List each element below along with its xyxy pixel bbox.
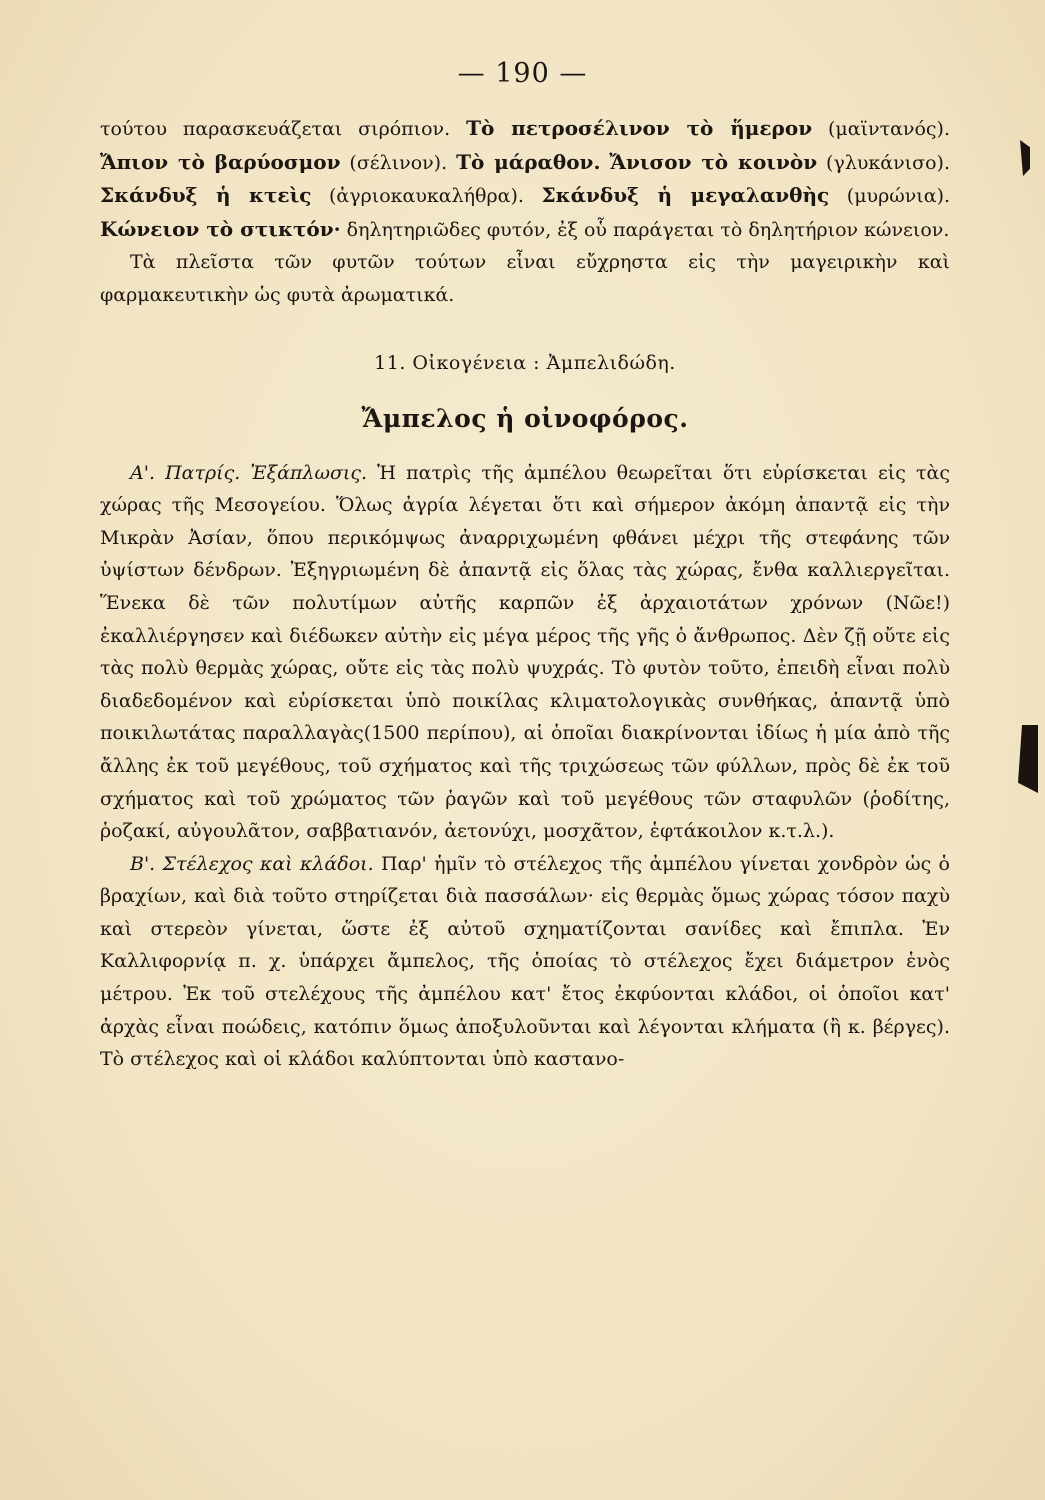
plant-name-celery: Ἄπιον τὸ βαρύοσμον xyxy=(100,149,341,174)
intro-text-2: (μαϊντανός). xyxy=(812,118,951,140)
section-a-text: Ἡ πατρὶς τῆς ἀμπέλου θεωρεῖται ὅτι εὑρίσκεται εἰς τὰς χώρας τῆς Μεσογείου. Ὅλως ἀγρία λέγεται ὅτι καὶ σήμερον ἀκόμη ἀπαντᾷ εἰς τὴν Μικρὰν Ἀσίαν, ὅπου περικόμψως ἀναρριχωμένη φθάνει μέχρι τῆς στεφάνης τῶν ὑψίστων δένδρων. Ἐξηγριωμένη δὲ ἀπαντᾷ εἰς ὅλας τὰς χώρας, ἔνθα καλλιεργεῖται. Ἕνεκα δὲ τῶν πολυτίμων αὐτῆς καρπῶν ἐξ ἀρχαιοτάτων χρόνων (Νῶε!) ἐκαλλιέργησεν καὶ διέδωκεν αὐτὴν εἰς μέγα μέρος τῆς γῆς ὁ ἄνθρωπος. Δὲν ζῇ οὔτε εἰς τὰς πολὺ θερμὰς χώρας, οὔτε εἰς τὰς πολὺ ψυχράς. Τὸ φυτὸν τοῦτο, ἐπειδὴ εἶναι πολὺ διαδεδομένον καὶ εὑρίσκεται ὑπὸ ποικίλας κλιματολογικὰς συνθήκας, ἀπαντᾷ ὑπὸ ποικιλωτάτας παραλλαγὰς(1500 περίπου), αἱ ὁποῖαι διακρίνονται ἰδίως ἡ μία ἀπὸ τῆς ἄλλης ἐκ τοῦ μεγέθους, τοῦ σχήματος καὶ τῆς τριχώσεως τῶν φύλλων, πρὸς δὲ ἐκ τοῦ σχήματος καὶ τοῦ χρώματος τῶν ῥαγῶν καὶ τοῦ μεγέθους τῶν σταφυλῶν (ῥοδίτης, ῥοζακί, αὐγουλᾶτον, σαββατιανόν, ἀετονύχι, μοσχᾶτον, ἑφτάκοιλον κ.τ.λ.). xyxy=(100,461,950,843)
edge-mark-middle-right xyxy=(1018,725,1038,793)
section-b-text: Παρ' ἡμῖν τὸ στέλεχος τῆς ἀμπέλου γίνεται χονδρὸν ὡς ὁ βραχίων, καὶ διὰ τοῦτο στηρίζεται διὰ πασσάλων· εἰς θερμὰς ὅμως χώρας τόσον παχὺ καὶ στερεὸν γίνεται, ὥστε ἐξ αὐτοῦ σχηματίζονται σανίδες καὶ ἔπιπλα. Ἐν Καλλιφορνίᾳ π. χ. ὑπάρχει ἄμπελος, τῆς ὁποίας τὸ στέλεχος ἔχει διάμετρον ἑνὸς μέτρου. Ἐκ τοῦ στελέχους τῆς ἀμπέλου κατ' ἔτος ἐκφύονται κλάδοι, οἱ ὁποῖοι κατ' ἀρχὰς εἶναι ποώδεις, κατόπιν ὅμως ἀποξυλοῦνται καὶ λέγονται κλήματα (ἢ κ. βέργες). Τὸ στέλεχος καὶ οἱ κλάδοι καλύπτονται ὑπὸ καστανο- xyxy=(100,852,950,1071)
family-heading: 11. Οἰκογένεια : Ἀμπελιδώδη. xyxy=(374,351,676,374)
section-b-label: Β'. Στέλεχος καὶ κλάδοι. xyxy=(130,852,374,875)
page-content xyxy=(100,112,950,1076)
intro-text-3: (σέλινον). xyxy=(340,151,457,174)
plant-name-parsley: Τὸ πετροσέλινον τὸ ἥμερον xyxy=(466,116,813,140)
plant-name-scandix-grandiflora: Σκάνδυξ ἡ μεγαλανθὴς xyxy=(541,183,830,208)
section-a-paragraph xyxy=(100,457,950,848)
section-a-label: Α'. Πατρίς. Ἐξάπλωσις. xyxy=(130,461,368,484)
plant-name-fennel: Τὸ μάραθον. xyxy=(456,149,601,174)
plant-name-scandix-pecten: Σκάνδυξ ἡ κτεὶς xyxy=(100,183,312,208)
section-title: Ἄμπελος ἡ οἰνοφόρος. xyxy=(361,403,689,433)
intro-text-7: (μυρώνια). xyxy=(829,185,951,208)
section-b-paragraph xyxy=(100,848,950,1076)
intro-paragraph-2: Τὰ πλεῖστα τῶν φυτῶν τούτων εἶναι εὔχρηστα εἰς τὴν μαγειρικὴν καὶ φαρμακευτικὴν ὡς φυτὰ ἀρωματικά. xyxy=(100,251,950,306)
plant-name-anise: Ἄνισον τὸ κοινὸν xyxy=(609,149,818,174)
intro-paragraph xyxy=(100,112,950,246)
plant-name-hemlock: Κώνειον τὸ στικτόν· xyxy=(100,216,341,241)
intro-text-8: δηλητηριῶδες φυτόν, ἐξ οὗ παράγεται τὸ δηλητήριον κώνειον. xyxy=(340,218,950,241)
intro-text-1: τούτου παρασκευάζεται σιρόπιον. xyxy=(100,118,467,140)
edge-mark-top-right xyxy=(1020,140,1030,176)
intro-text-4 xyxy=(600,152,609,174)
intro-text-6: (ἀγριοκαυκαλήθρα). xyxy=(311,185,542,208)
intro-text-5: (γλυκάνισο). xyxy=(817,151,950,174)
page-number: — 190 — xyxy=(457,58,588,89)
